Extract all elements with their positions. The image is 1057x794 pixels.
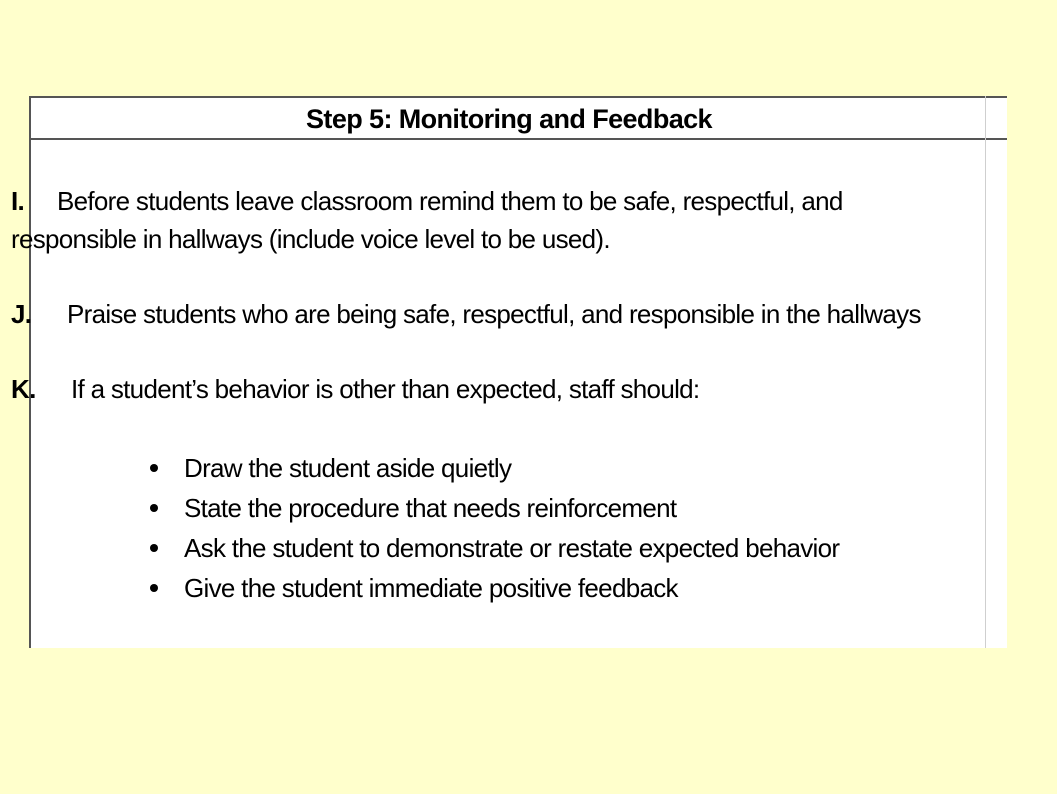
item-text: If a student’s behavior is other than expected, staff should: — [71, 374, 700, 404]
bullet-text: Draw the student aside quietly — [184, 453, 512, 483]
step-item-k — [11, 370, 699, 408]
bullet-list — [150, 448, 839, 608]
list-item — [150, 568, 839, 608]
bullet-text: State the procedure that needs reinforcement — [184, 493, 677, 523]
step-item-i — [11, 182, 951, 258]
list-item — [150, 488, 839, 528]
list-item — [150, 528, 839, 568]
bullet-icon — [150, 464, 158, 472]
bullet-icon — [150, 504, 158, 512]
item-marker: I. — [11, 186, 25, 216]
bullet-text: Ask the student to demonstrate or restate expected behavior — [184, 533, 840, 563]
step-item-j — [11, 295, 921, 333]
item-marker: J. — [11, 299, 32, 329]
bullet-icon — [150, 544, 158, 552]
item-text: Praise students who are being safe, respectful, and responsible in the hallways — [67, 299, 921, 329]
document-title: Step 5: Monitoring and Feedback — [306, 104, 712, 134]
item-text: Before students leave classroom remind them to be safe, respectful, and responsible in hallways (include voice level to be used). — [11, 186, 843, 254]
bullet-icon — [150, 584, 158, 592]
bullet-text: Give the student immediate positive feedback — [184, 573, 678, 603]
list-item — [150, 448, 839, 488]
item-marker: K. — [11, 374, 36, 404]
table-header-row — [31, 96, 1007, 140]
table-right-border — [985, 96, 986, 648]
